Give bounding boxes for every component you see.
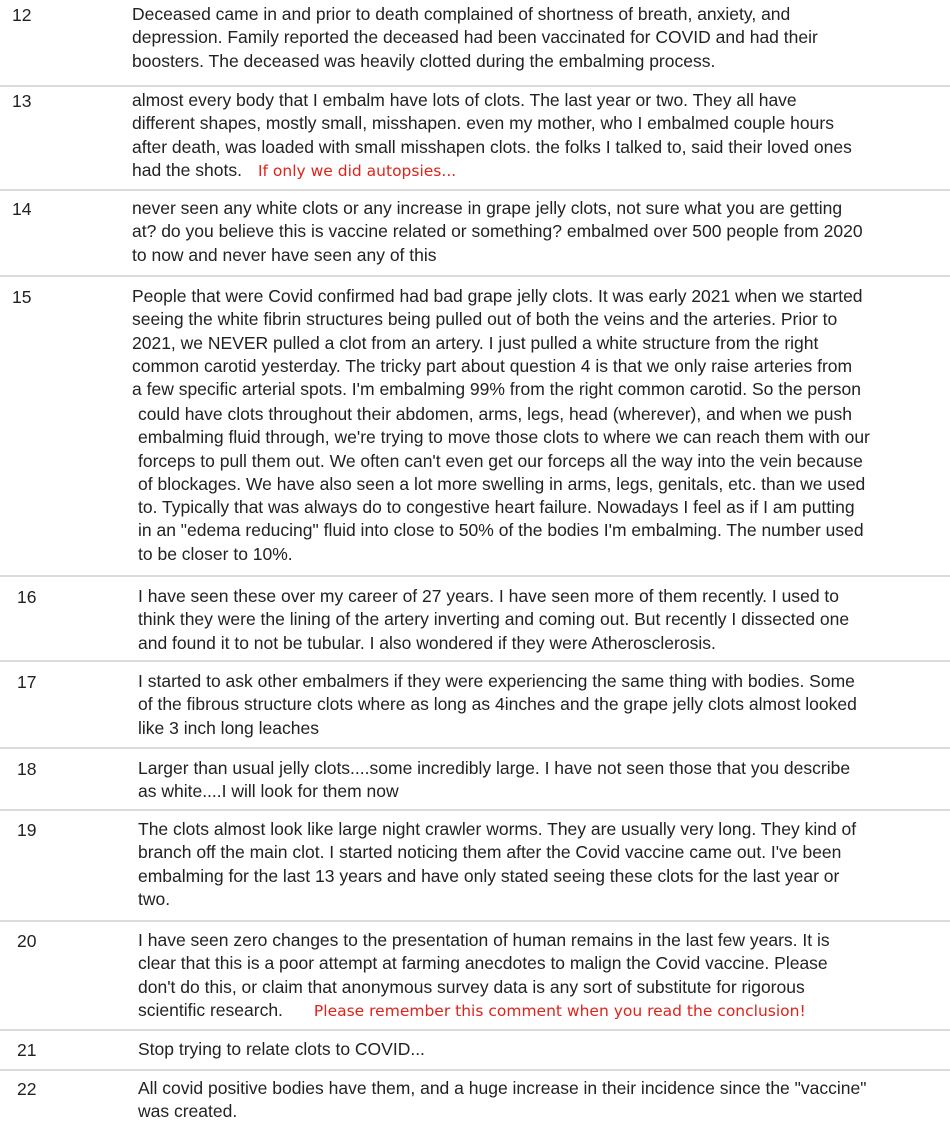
response-text: Larger than usual jelly clots....some incredibly large. I have not seen those that you describe as white....I will look for them now [138, 758, 851, 802]
row-divider [0, 920, 950, 922]
row-divider [0, 1029, 950, 1031]
table-row [0, 575, 950, 660]
row-number: 19 [17, 820, 37, 840]
row-divider [0, 189, 950, 191]
response-text: People that were Covid confirmed had bad grape jelly clots. It was early 2021 when we started seeing the white fibrin structures being pulled out of both the veins and the arteries. Prior to 2021, we NEVER pulled a clot from an artery. I just pulled a white structure from the right common carotid yesterday. The tricky part about question 4 is that we only raise arteries from a few specific arterial spots. I'm embalming 99% from the right common carotid. So the person [132, 286, 863, 400]
row-number: 12 [12, 5, 32, 25]
table-row [0, 747, 950, 809]
row-divider [0, 275, 950, 277]
row-divider [0, 1069, 950, 1071]
row-divider [0, 809, 950, 811]
row-number: 16 [17, 587, 37, 607]
row-divider [0, 660, 950, 662]
table-row [0, 920, 950, 1029]
response-text: I have seen zero changes to the presentation of human remains in the last few years. It is clear that this is a poor attempt at farming anecdotes to malign the Covid vaccine. Please don't do this, or claim that anonymous survey data is any sort of substitute for rigorous scientific research. Please remember this comment when you read the conclusion! [138, 930, 830, 1020]
red-annotation: If only we did autopsies... [257, 161, 457, 180]
response-text: Deceased came in and prior to death complained of shortness of breath, anxiety, and depression. Family reported the deceased had been vaccinated for COVID and had their boosters. The deceased was heavily clotted during the embalming process. [132, 4, 818, 71]
table-row [0, 660, 950, 747]
table-row [0, 1029, 950, 1069]
response-text: I have seen these over my career of 27 years. I have seen more of them recently. I used to think they were the lining of the artery inverting and coming out. But recently I dissected one and found it to not be tubular. I also wondered if they were Atherosclerosis. [138, 586, 850, 653]
response-text: I started to ask other embalmers if they were experiencing the same thing with bodies. Some of the fibrous structure clots where as long as 4inches and the grape jelly clots almost looked like 3 inch long leaches [138, 671, 857, 738]
response-text: Stop trying to relate clots to COVID... [138, 1039, 425, 1059]
row-number: 22 [17, 1079, 37, 1099]
row-number: 20 [17, 931, 37, 951]
table-row [0, 809, 950, 920]
red-annotation: Please remember this comment when you read the conclusion! [313, 1001, 806, 1020]
row-number: 21 [17, 1040, 37, 1060]
row-number: 15 [12, 287, 32, 307]
response-text: The clots almost look like large night crawler worms. They are usually very long. They kind of branch off the main clot. I started noticing them after the Covid vaccine came out. I've been embalming for the last 13 years and have only stated seeing these clots for the last year or two. [138, 819, 857, 909]
table-row [0, 275, 950, 575]
row-number: 17 [17, 672, 37, 692]
row-number: 13 [12, 91, 32, 111]
response-text: All covid positive bodies have them, and a huge increase in their incidence since the "vaccine" was created. [138, 1078, 867, 1122]
row-divider [0, 575, 950, 577]
table-row [0, 85, 950, 189]
table-row [0, 189, 950, 275]
row-divider [0, 747, 950, 749]
response-text-continued: could have clots throughout their abdomen, arms, legs, head (wherever), and when we push embalming fluid through, we're trying to move those clots to where we can reach them with our forceps to pull them out. We often can't even get our forceps all the way into the vein because of blockages. We have also seen a lot more swelling in arms, legs, genitals, etc. than we used to. Typically that was always do to congestive heart failure. Nowadays I feel as if I am putting in an "edema reducing" fluid into close to 50% of the bodies I'm embalming. The number used to be closer to 10%. [138, 404, 870, 564]
row-divider [0, 85, 950, 87]
table-row [0, 0, 950, 85]
table-row [0, 1069, 950, 1130]
row-number: 18 [17, 759, 37, 779]
row-number: 14 [12, 199, 32, 219]
response-text: almost every body that I embalm have lots of clots. The last year or two. They all have different shapes, mostly small, misshapen. even my mother, who I embalmed couple hours after death, was loaded with small misshapen clots. the folks I talked to, said their loved ones had the shots. If only we did autopsies... [132, 90, 852, 180]
response-text: never seen any white clots or any increase in grape jelly clots, not sure what you are getting at? do you believe this is vaccine related or something? embalmed over 500 people from 2020 to now and never have seen any of this [132, 198, 863, 265]
